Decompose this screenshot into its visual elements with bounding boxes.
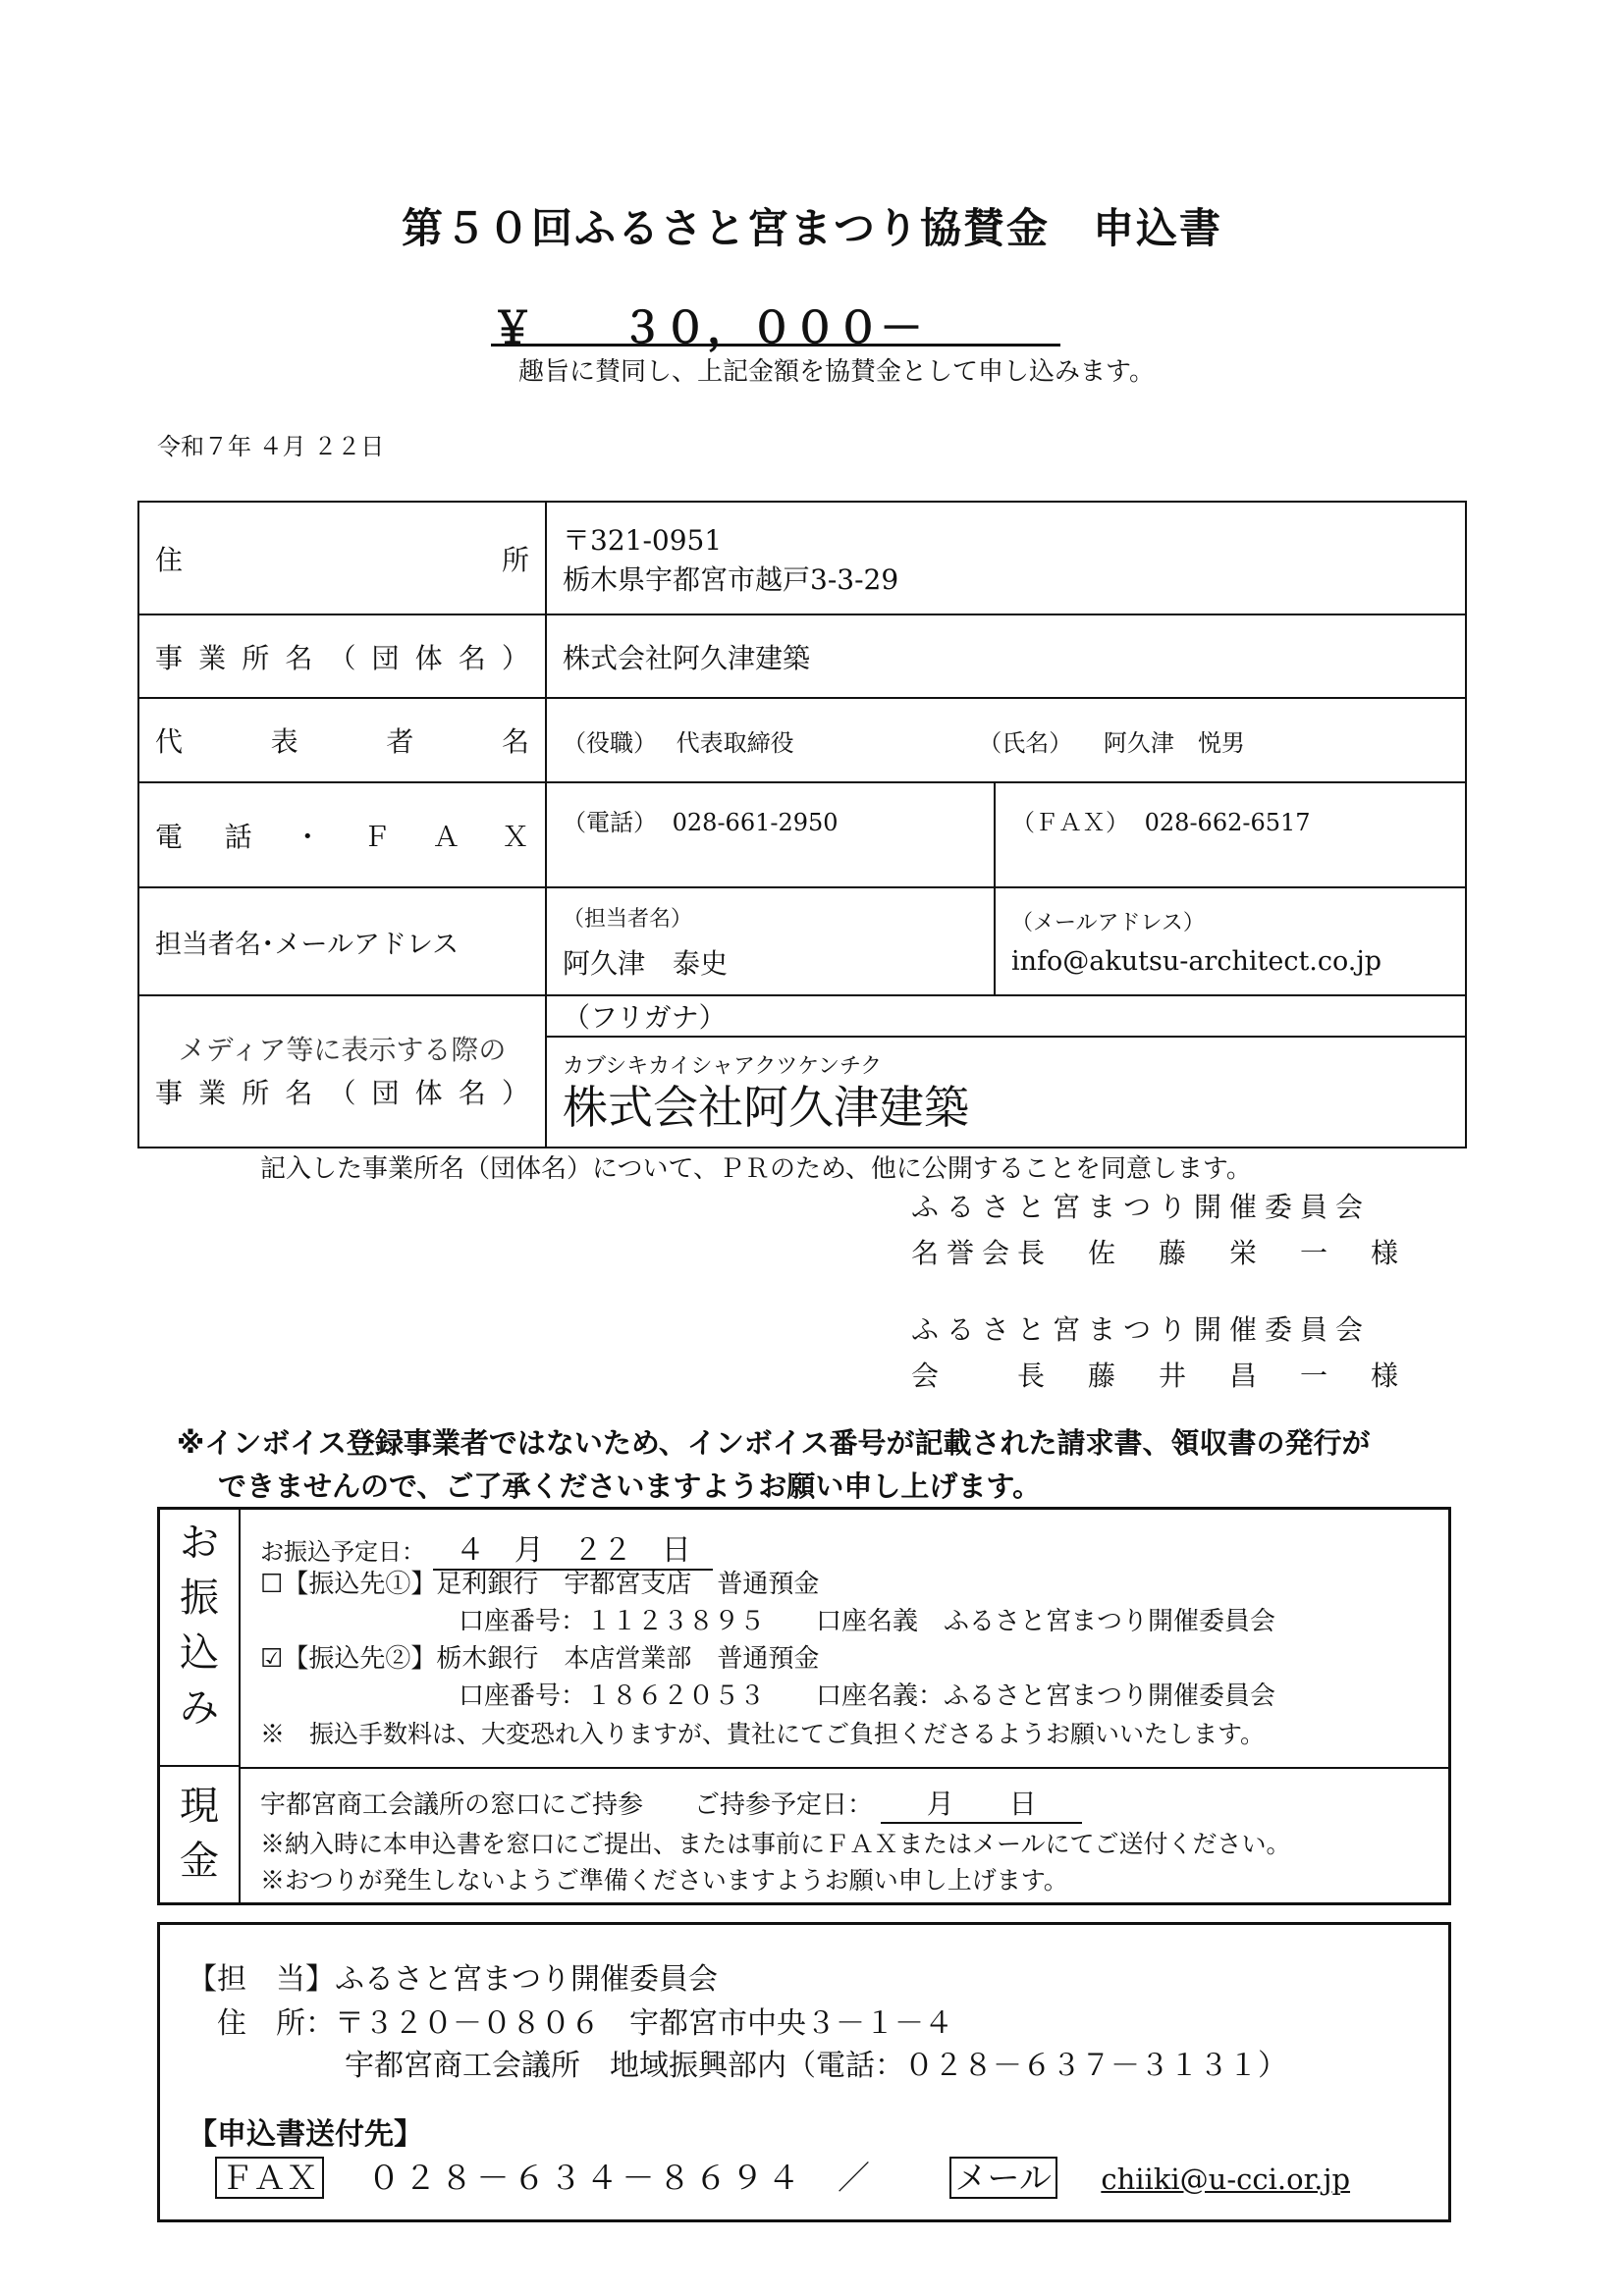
- cash-date-value: 月 日: [881, 1783, 1082, 1824]
- cash-row: 宇都宮商工会議所の窓口にご持参 ご持参予定日： 月 日: [260, 1783, 1082, 1824]
- media-label-char: 名: [285, 1076, 313, 1109]
- transfer-fee-note: ※ 振込手数料は、大変恐れ入りますが、貴社にてご負担くださるようお願いいたします。: [260, 1720, 1266, 1748]
- phone-fax-label-char: Ｆ: [362, 820, 391, 853]
- name-label: （氏名）: [978, 728, 1073, 757]
- phone-fax-label-char: ・: [294, 820, 322, 853]
- representative-label-char: 者: [386, 725, 414, 758]
- representative-label-char: 代: [155, 725, 184, 758]
- media-label: メディア等に表示する際の 事 業 所 名 （ 団 体 名 ）: [138, 995, 546, 1148]
- business-name-label: [138, 614, 546, 698]
- media-label-char: 所: [242, 1076, 270, 1109]
- furigana-value: カブシキカイシャアクツケンチク: [563, 1054, 883, 1079]
- amount: ￥ ３０，０００－: [491, 293, 1060, 347]
- send-row: [188, 2153, 1350, 2199]
- media-label-char: 業: [198, 1076, 227, 1109]
- cash-note1: ※納入時に本申込書を窓口にご提出、または事前にＦＡＸまたはメールにてご送付ください。: [260, 1830, 1291, 1858]
- address-label: 住 所: [138, 502, 546, 614]
- representative-label-char: 名: [501, 725, 529, 758]
- name-value: 阿久津 悦男: [1103, 728, 1245, 757]
- option1-checkbox[interactable]: ☐: [260, 1570, 284, 1599]
- phone-value: （電話） 028-661-2950: [546, 782, 995, 887]
- committee1-person: 名誉会長 佐 藤 栄 一 様: [911, 1237, 1407, 1269]
- contact-box: [157, 1922, 1451, 2222]
- committee2-person: 会 長 藤 井 昌 一 様: [911, 1360, 1407, 1392]
- fax-value: （ＦＡＸ） 028-662-6517: [995, 782, 1466, 887]
- invoice-notice: ※インボイス登録事業者ではないため、インボイス番号が記載された請求書、領収書の発行が できませんので、ご了承くださいますようお願い申し上げます。: [177, 1426, 1371, 1503]
- business-name-label-char: 業: [198, 641, 227, 674]
- furigana-label: （フリガナ）: [546, 995, 1466, 1037]
- media-label-char: （: [328, 1076, 356, 1109]
- page-title: 第５０回ふるさと宮まつり協賛金 申込書: [401, 204, 1222, 252]
- phone-fax-label: [138, 782, 546, 887]
- payment-box: [157, 1507, 1451, 1905]
- business-name-label-char: 名: [285, 641, 313, 674]
- title-value: 代表取締役: [676, 728, 794, 757]
- transfer-date-value: ４ 月 ２２ 日: [433, 1525, 713, 1571]
- business-name-row: [138, 614, 1466, 698]
- separator: ／: [838, 2159, 870, 2197]
- business-name-label-char: 所: [242, 641, 270, 674]
- address-value: [546, 502, 1466, 614]
- contact-person: （担当者名） 阿久津 泰史: [546, 887, 995, 995]
- transfer-side-char: み: [180, 1685, 219, 1731]
- media-label-char: 団: [371, 1076, 400, 1109]
- charge-row: 【担 当】ふるさと宮まつり開催委員会: [188, 1962, 718, 1997]
- application-date: 令和７年 ４月 ２２日: [157, 433, 385, 460]
- consent-text: 記入した事業所名（団体名）について、ＰＲのため、他に公開することを同意します。: [260, 1154, 1252, 1184]
- transfer-side-char: お: [180, 1521, 219, 1566]
- phone-fax-label-char: Ｘ: [501, 820, 529, 853]
- transfer-date-row: お振込予定日： ４ 月 ２２ 日: [260, 1525, 713, 1571]
- cash-note2: ※おつりが発生しないようご準備くださいますようお願い申し上げます。: [260, 1866, 1068, 1895]
- cash-side-label: [160, 1767, 241, 1902]
- address-line: 栃木県宇都宮市越戸3-3-29: [563, 562, 899, 596]
- mail-address[interactable]: chiiki@u-cci.or.jp: [1101, 2163, 1351, 2196]
- representative-value: [546, 698, 1466, 782]
- transfer-option2-account: 口座番号：１８６２０５３ 口座名義：ふるさと宮まつり開催委員会: [459, 1682, 1276, 1711]
- business-name-label-char: （: [328, 641, 356, 674]
- business-name-label-char: 事: [155, 641, 184, 674]
- address-row: 住 所：〒３２０－０８０６ 宇都宮市中央３－１－４: [217, 2006, 953, 2041]
- media-name-value: [546, 1037, 1466, 1148]
- representative-label-char: 表: [270, 725, 298, 758]
- transfer-option2: ☑【振込先②】栃木銀行 本店営業部 普通預金: [260, 1644, 820, 1674]
- address-line2: 宇都宮商工会議所 地域振興部内（電話：０２８－６３７－３１３１）: [345, 2049, 1287, 2083]
- fax-label: ＦＡＸ: [215, 2157, 324, 2199]
- cash-side-char: 現: [180, 1784, 219, 1829]
- application-form-table: [137, 501, 1467, 1148]
- media-label-char: 体: [414, 1076, 443, 1109]
- business-name-label-char: 体: [414, 641, 443, 674]
- address-row: [138, 502, 1466, 614]
- phone-fax-label-char: 電: [155, 820, 184, 853]
- media-name: 株式会社阿久津建築: [563, 1081, 969, 1134]
- furigana-row: [138, 995, 1466, 1037]
- fax-number: ０２８－６３４－８６９４: [367, 2159, 804, 2197]
- transfer-side-char: 込: [180, 1630, 219, 1676]
- business-name-label-char: 団: [371, 641, 400, 674]
- transfer-option1-account: 口座番号：１１２３８９５ 口座名義 ふるさと宮まつり開催委員会: [459, 1607, 1276, 1636]
- phone-fax-row: [138, 782, 1466, 887]
- transfer-side-char: 振: [180, 1575, 219, 1621]
- transfer-option1: ☐【振込先①】足利銀行 宇都宮支店 普通預金: [260, 1570, 820, 1599]
- contact-email: （メールアドレス） info@akutsu-architect.co.jp: [995, 887, 1466, 995]
- representative-label: [138, 698, 546, 782]
- committee1-org: ふるさと宮まつり開催委員会: [911, 1191, 1372, 1223]
- business-name-label-char: 名: [458, 641, 486, 674]
- amount-note: 趣旨に賛同し、上記金額を協賛金として申し込みます。: [518, 357, 1155, 387]
- contact-row: [138, 887, 1466, 995]
- media-label-char: ）: [501, 1076, 529, 1109]
- title-label: （役職）: [563, 728, 657, 757]
- business-name-label-char: ）: [501, 641, 529, 674]
- phone-fax-label-char: Ａ: [432, 820, 460, 853]
- mail-label: メール: [949, 2157, 1057, 2199]
- contact-label: 担当者名･メールアドレス: [138, 887, 546, 995]
- send-label: 【申込書送付先】: [188, 2117, 423, 2152]
- business-name-value: 株式会社阿久津建築: [546, 614, 1466, 698]
- cash-side-char: 金: [180, 1839, 219, 1884]
- option2-checkbox[interactable]: ☑: [260, 1644, 284, 1674]
- representative-row: [138, 698, 1466, 782]
- media-label-char: 名: [458, 1076, 486, 1109]
- committee2-org: ふるさと宮まつり開催委員会: [911, 1313, 1372, 1346]
- media-label-char: 事: [155, 1076, 184, 1109]
- phone-fax-label-char: 話: [224, 820, 252, 853]
- transfer-side-label: [160, 1510, 241, 1767]
- postal-code: 〒321-0951: [563, 523, 723, 557]
